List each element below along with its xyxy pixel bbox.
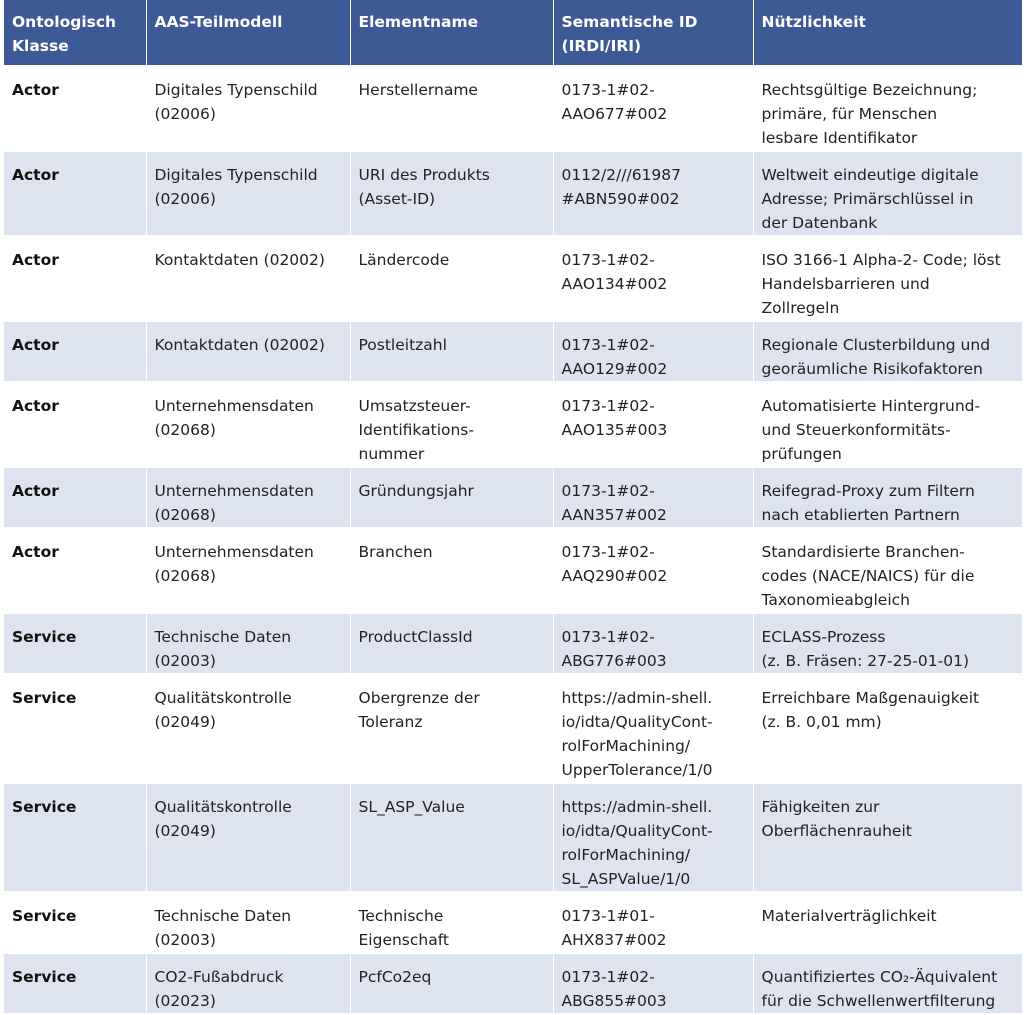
cell-usefulness: ECLASS-Prozess (z. B. Fräsen: 27-25-01-01) — [753, 613, 1022, 674]
cell-semantic-id: 0173-1#02- ABG855#003 — [553, 953, 753, 1014]
cell-ontological-class: Actor — [4, 528, 146, 613]
cell-aas-submodel: Technische Daten (02003) — [146, 892, 350, 953]
cell-ontological-class: Actor — [4, 467, 146, 528]
cell-usefulness: Rechtsgültige Bezeichnung; primäre, für Menschen lesbare Identifikator — [753, 66, 1022, 151]
cell-usefulness: Standardisierte Branchen- codes (NACE/NAICS) für die Taxonomieabgleich — [753, 528, 1022, 613]
cell-ontological-class: Service — [4, 674, 146, 783]
cell-element-name: URI des Produkts (Asset-ID) — [350, 151, 553, 236]
table-row — [4, 382, 1022, 467]
cell-element-name: PcfCo2eq — [350, 953, 553, 1014]
header-ontological-class: Ontologisch Klasse — [4, 0, 146, 66]
cell-semantic-id: 0173-1#02- AAO129#002 — [553, 321, 753, 382]
table-row — [4, 151, 1022, 236]
cell-usefulness: Weltweit eindeutige digitale Adresse; Primärschlüssel in der Datenbank — [753, 151, 1022, 236]
header-aas-submodel: AAS-Teilmodell — [146, 0, 350, 66]
cell-usefulness: Automatisierte Hintergrund- und Steuerkonformitäts- prüfungen — [753, 382, 1022, 467]
cell-element-name: Branchen — [350, 528, 553, 613]
table-row — [4, 467, 1022, 528]
cell-semantic-id: 0173-1#02- AAO135#003 — [553, 382, 753, 467]
cell-element-name: ProductClassId — [350, 613, 553, 674]
cell-usefulness: Fähigkeiten zur Oberflächenrauheit — [753, 783, 1022, 892]
cell-usefulness: ISO 3166-1 Alpha-2- Code; löst Handelsbarrieren und Zollregeln — [753, 236, 1022, 321]
cell-ontological-class: Actor — [4, 382, 146, 467]
cell-ontological-class: Actor — [4, 66, 146, 151]
cell-semantic-id: 0173-1#02- AAO677#002 — [553, 66, 753, 151]
table-row — [4, 236, 1022, 321]
cell-aas-submodel: Technische Daten (02003) — [146, 613, 350, 674]
header-usefulness: Nützlichkeit — [753, 0, 1022, 66]
cell-usefulness: Reifegrad-Proxy zum Filtern nach etablierten Partnern — [753, 467, 1022, 528]
cell-element-name: Postleitzahl — [350, 321, 553, 382]
cell-semantic-id: 0173-1#01- AHX837#002 — [553, 892, 753, 953]
cell-ontological-class: Service — [4, 613, 146, 674]
table-row — [4, 613, 1022, 674]
cell-ontological-class: Service — [4, 953, 146, 1014]
cell-aas-submodel: Unternehmensdaten (02068) — [146, 467, 350, 528]
cell-element-name: Umsatzsteuer- Identifikations- nummer — [350, 382, 553, 467]
cell-element-name: Gründungsjahr — [350, 467, 553, 528]
table-row — [4, 321, 1022, 382]
cell-element-name: Technische Eigenschaft — [350, 892, 553, 953]
cell-aas-submodel: Digitales Typenschild (02006) — [146, 151, 350, 236]
cell-aas-submodel: Kontaktdaten (02002) — [146, 321, 350, 382]
header-semantic-id: Semantische ID (IRDI/IRI) — [553, 0, 753, 66]
table-row — [4, 892, 1022, 953]
cell-element-name: SL_ASP_Value — [350, 783, 553, 892]
cell-usefulness: Quantifiziertes CO₂-Äquivalent für die Schwellenwertfilterung — [753, 953, 1022, 1014]
cell-semantic-id: 0173-1#02- ABG776#003 — [553, 613, 753, 674]
cell-ontological-class: Service — [4, 783, 146, 892]
header-row — [4, 0, 1022, 66]
cell-aas-submodel: CO2-Fußabdruck (02023) — [146, 953, 350, 1014]
table-body — [4, 66, 1022, 1014]
table-row — [4, 783, 1022, 892]
cell-semantic-id: https://admin-shell. io/idta/QualityCont- rolForMachining/ UpperTolerance/1/0 — [553, 674, 753, 783]
table-row — [4, 528, 1022, 613]
cell-aas-submodel: Kontaktdaten (02002) — [146, 236, 350, 321]
cell-usefulness: Erreichbare Maßgenauigkeit (z. B. 0,01 mm) — [753, 674, 1022, 783]
cell-ontological-class: Service — [4, 892, 146, 953]
cell-semantic-id: 0112/2///61987 #ABN590#002 — [553, 151, 753, 236]
cell-element-name: Obergrenze der Toleranz — [350, 674, 553, 783]
cell-ontological-class: Actor — [4, 321, 146, 382]
cell-element-name: Herstellername — [350, 66, 553, 151]
cell-usefulness: Regionale Clusterbildung und georäumliche Risikofaktoren — [753, 321, 1022, 382]
header-element-name: Elementname — [350, 0, 553, 66]
table-header — [4, 0, 1022, 66]
cell-semantic-id: https://admin-shell. io/idta/QualityCont- rolForMachining/ SL_ASPValue/1/0 — [553, 783, 753, 892]
table-row — [4, 66, 1022, 151]
cell-ontological-class: Actor — [4, 236, 146, 321]
cell-aas-submodel: Qualitätskontrolle (02049) — [146, 783, 350, 892]
cell-ontological-class: Actor — [4, 151, 146, 236]
cell-aas-submodel: Unternehmensdaten (02068) — [146, 382, 350, 467]
cell-usefulness: Materialverträglichkeit — [753, 892, 1022, 953]
cell-aas-submodel: Digitales Typenschild (02006) — [146, 66, 350, 151]
cell-element-name: Ländercode — [350, 236, 553, 321]
cell-semantic-id: 0173-1#02- AAN357#002 — [553, 467, 753, 528]
cell-aas-submodel: Unternehmensdaten (02068) — [146, 528, 350, 613]
aas-ontology-table — [4, 0, 1022, 1015]
cell-semantic-id: 0173-1#02- AAQ290#002 — [553, 528, 753, 613]
table-row — [4, 674, 1022, 783]
cell-aas-submodel: Qualitätskontrolle (02049) — [146, 674, 350, 783]
cell-semantic-id: 0173-1#02- AAO134#002 — [553, 236, 753, 321]
